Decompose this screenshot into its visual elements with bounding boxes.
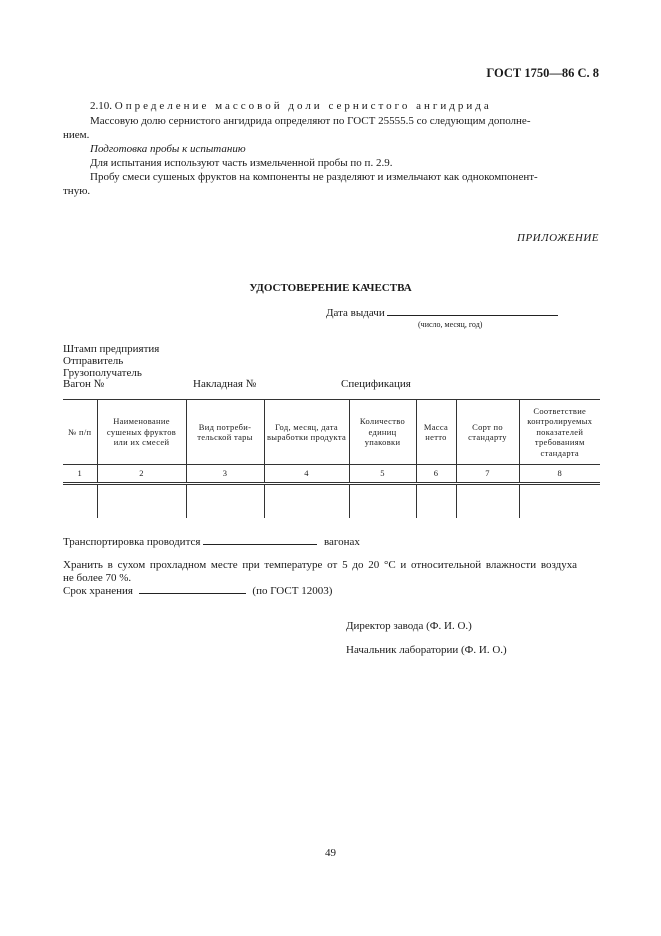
transport-label: Транспортировка проводится xyxy=(63,536,201,548)
appendix-label: ПРИЛОЖЕНИЕ xyxy=(517,232,599,244)
storage-line-2: не более 70 %. xyxy=(63,572,132,584)
table-cell[interactable] xyxy=(186,484,264,519)
section-heading xyxy=(90,99,492,113)
transport-field[interactable] xyxy=(203,544,317,545)
table-row xyxy=(63,484,600,519)
table-header-cell: Количество единиц упаковки xyxy=(349,400,416,465)
transport-suffix: вагонах xyxy=(323,536,360,548)
table-cell[interactable] xyxy=(416,484,456,519)
issue-date-label: Дата выдачи xyxy=(326,307,385,319)
column-number: 4 xyxy=(264,465,349,484)
column-number: 6 xyxy=(416,465,456,484)
paragraph-2: Для испытания используют часть измельченной пробы по п. 2.9. xyxy=(90,157,393,169)
sender-label: Отправитель xyxy=(63,355,124,367)
column-number: 7 xyxy=(456,465,519,484)
transport-row xyxy=(63,535,360,549)
lab-head-signature: Начальник лаборатории (Ф. И. О.) xyxy=(346,644,507,656)
spec-label: Спецификация xyxy=(341,378,411,390)
table-cell[interactable] xyxy=(264,484,349,519)
table-header-cell: Соответствие контролируемых показателей требованиям стандарта xyxy=(519,400,600,465)
wagon-label: Вагон № xyxy=(63,378,105,390)
table-header-cell: № п/п xyxy=(63,400,97,465)
table-cell[interactable] xyxy=(349,484,416,519)
column-number: 5 xyxy=(349,465,416,484)
certificate-title: УДОСТОВЕРЕНИЕ КАЧЕСТВА xyxy=(249,282,412,294)
table-cell[interactable] xyxy=(456,484,519,519)
table-header-row xyxy=(63,400,600,465)
consignee-label: Грузополучатель xyxy=(63,367,142,379)
table-header-cell: Год, месяц, дата выработки продукта xyxy=(264,400,349,465)
paragraph-3-cont: тную. xyxy=(63,185,91,197)
table-header-cell: Наименование сушеных фруктов или их смесей xyxy=(97,400,186,465)
column-number: 3 xyxy=(186,465,264,484)
table-cell[interactable] xyxy=(519,484,600,519)
director-signature: Директор завода (Ф. И. О.) xyxy=(346,620,472,632)
paragraph-1: Массовую долю сернистого ангидрида определяют по ГОСТ 25555.5 со следующим дополне- xyxy=(90,115,531,127)
table-cell[interactable] xyxy=(97,484,186,519)
storage-term-label: Срок хранения xyxy=(63,585,133,597)
column-number: 2 xyxy=(97,465,186,484)
table-header-cell: Масса нетто xyxy=(416,400,456,465)
storage-term-ref: (по ГОСТ 12003) xyxy=(252,585,333,597)
section-title: Определение массовой доли сернистого ангидрида xyxy=(114,100,492,112)
table-header-cell: Вид потреби-тельской тары xyxy=(186,400,264,465)
column-number: 8 xyxy=(519,465,600,484)
column-number: 1 xyxy=(63,465,97,484)
table-header-cell: Сорт по стандарту xyxy=(456,400,519,465)
invoice-label: Накладная № xyxy=(193,378,257,390)
stamp-label: Штамп предприятия xyxy=(63,343,160,355)
issue-date-hint: (число, месяц, год) xyxy=(418,320,483,329)
paragraph-3: Пробу смеси сушеных фруктов на компоненты не разделяют и измельчают как однокомпонент- xyxy=(90,171,538,183)
quality-table xyxy=(63,399,600,518)
section-number: 2.10. xyxy=(90,100,112,112)
storage-term-field[interactable] xyxy=(139,593,246,594)
table-number-row xyxy=(63,465,600,484)
issue-date-field[interactable] xyxy=(387,315,558,316)
storage-line-1: Хранить в сухом прохладном месте при температуре от 5 до 20 °С и относительной влажности воздуха xyxy=(63,559,577,571)
document-header: ГОСТ 1750—86 С. 8 xyxy=(486,66,599,80)
issue-date-row xyxy=(326,306,558,320)
paragraph-1-cont: нием. xyxy=(63,129,90,141)
storage-term-row xyxy=(63,584,332,598)
table-cell[interactable] xyxy=(63,484,97,519)
page-number: 49 xyxy=(325,847,336,859)
subheading: Подготовка пробы к испытанию xyxy=(90,143,246,155)
